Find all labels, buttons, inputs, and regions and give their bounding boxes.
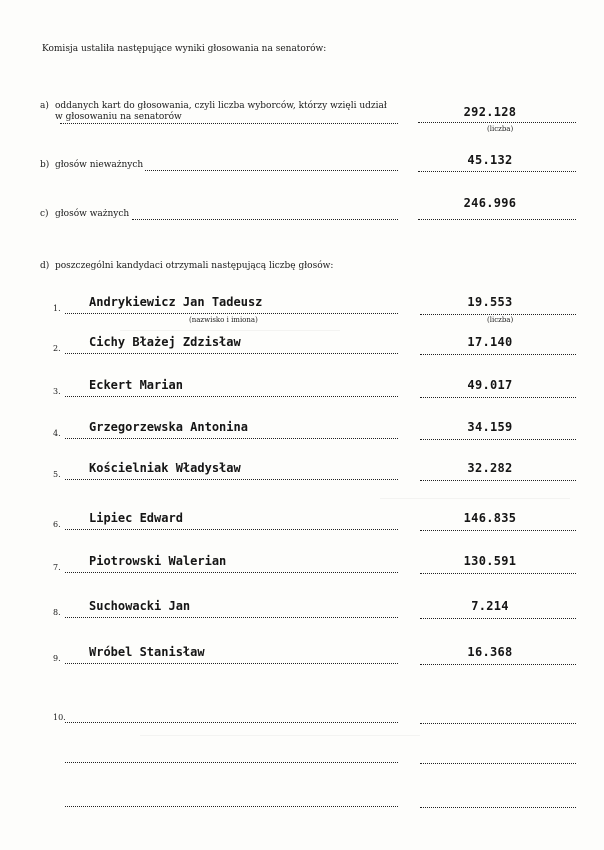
candidate-votes-line <box>420 723 576 724</box>
blank-line <box>420 763 576 764</box>
section-c-marker: c) <box>40 209 49 219</box>
candidate-name-line <box>65 313 398 314</box>
candidate-votes-line <box>420 530 576 531</box>
blank-line <box>65 762 398 763</box>
candidate-votes-line <box>420 618 576 619</box>
section-c-value-line <box>418 219 576 220</box>
candidate-name-line <box>65 617 398 618</box>
section-b-value: 45.132 <box>467 153 513 167</box>
blank-line <box>420 807 576 808</box>
candidate-index: 6. <box>53 520 61 529</box>
section-b-dotted-line <box>145 170 398 171</box>
section-b-value-line <box>418 171 576 172</box>
section-c-value: 246.996 <box>463 196 517 210</box>
blank-line <box>65 806 398 807</box>
candidate-votes: 19.553 <box>467 295 513 309</box>
candidate-name-line <box>65 572 398 573</box>
intro-text: Komisja ustaliła następujące wyniki głosowania na senatorów: <box>42 44 327 54</box>
section-a-label <box>55 101 395 123</box>
candidate-name: Grzegorzewska Antonina <box>89 420 248 434</box>
candidate-name: Eckert Marian <box>89 378 183 392</box>
section-d-label: poszczególni kandydaci otrzymali następującą liczbę głosów: <box>55 261 334 271</box>
candidate-votes: 130.591 <box>463 554 517 568</box>
candidate-votes-line <box>420 439 576 440</box>
section-a-value: 292.128 <box>463 105 517 119</box>
candidate-index: 10. <box>53 713 66 722</box>
candidate-votes-line <box>420 664 576 665</box>
candidate-votes-line <box>420 480 576 481</box>
section-c-label: głosów ważnych <box>55 209 130 219</box>
candidate-index: 3. <box>53 387 61 396</box>
name-caption: (nazwisko i imiona) <box>189 316 258 324</box>
candidate-votes: 16.368 <box>467 645 513 659</box>
candidate-name: Suchowacki Jan <box>89 599 191 613</box>
candidate-votes-line <box>420 354 576 355</box>
candidate-name-line <box>65 479 398 480</box>
section-d-marker: d) <box>40 261 50 271</box>
candidate-votes-line <box>420 397 576 398</box>
section-a-value-line <box>418 122 576 123</box>
section-b-marker: b) <box>40 160 50 170</box>
candidate-index: 8. <box>53 608 61 617</box>
candidate-votes: 17.140 <box>467 335 513 349</box>
candidate-name-line <box>65 353 398 354</box>
candidate-votes: 146.835 <box>463 511 517 525</box>
candidate-name-line <box>65 438 398 439</box>
candidate-name-line <box>65 396 398 397</box>
candidate-index: 2. <box>53 344 61 353</box>
candidate-name: Lipiec Edward <box>89 511 183 525</box>
candidate-index: 5. <box>53 470 61 479</box>
bleed-through-mark <box>140 735 420 736</box>
candidate-votes: 49.017 <box>467 378 513 392</box>
candidate-votes-line <box>420 573 576 574</box>
bleed-through-mark <box>120 330 340 331</box>
bleed-through-mark <box>380 498 570 499</box>
votes-caption: (liczba) <box>487 316 514 324</box>
candidate-votes-line <box>420 314 576 315</box>
section-c-dotted-line <box>132 219 398 220</box>
candidate-votes: 32.282 <box>467 461 513 475</box>
section-a-marker: a) <box>40 101 49 111</box>
candidate-name: Wróbel Stanisław <box>89 645 205 659</box>
section-b-label: głosów nieważnych <box>55 160 144 170</box>
section-a-label-line2: w głosowaniu na senatorów <box>55 112 182 122</box>
section-a-label-line1: oddanych kart do głosowania, czyli liczba wyborców, którzy wzięli udział <box>55 101 387 111</box>
candidate-name: Cichy Błażej Zdzisław <box>89 335 241 349</box>
candidate-index: 7. <box>53 563 61 572</box>
candidate-name: Andrykiewicz Jan Tadeusz <box>89 295 263 309</box>
section-a-caption: (liczba) <box>487 125 514 133</box>
candidate-name-line <box>65 663 398 664</box>
candidate-votes: 7.214 <box>471 599 509 613</box>
candidate-index: 4. <box>53 429 61 438</box>
candidate-name-line <box>65 529 398 530</box>
candidate-votes: 34.159 <box>467 420 513 434</box>
candidate-name: Kościelniak Władysław <box>89 461 241 475</box>
candidate-name: Piotrowski Walerian <box>89 554 227 568</box>
candidate-index: 1. <box>53 304 61 313</box>
candidate-name-line <box>65 722 398 723</box>
section-a-dotted-line <box>60 123 398 124</box>
candidate-index: 9. <box>53 654 61 663</box>
